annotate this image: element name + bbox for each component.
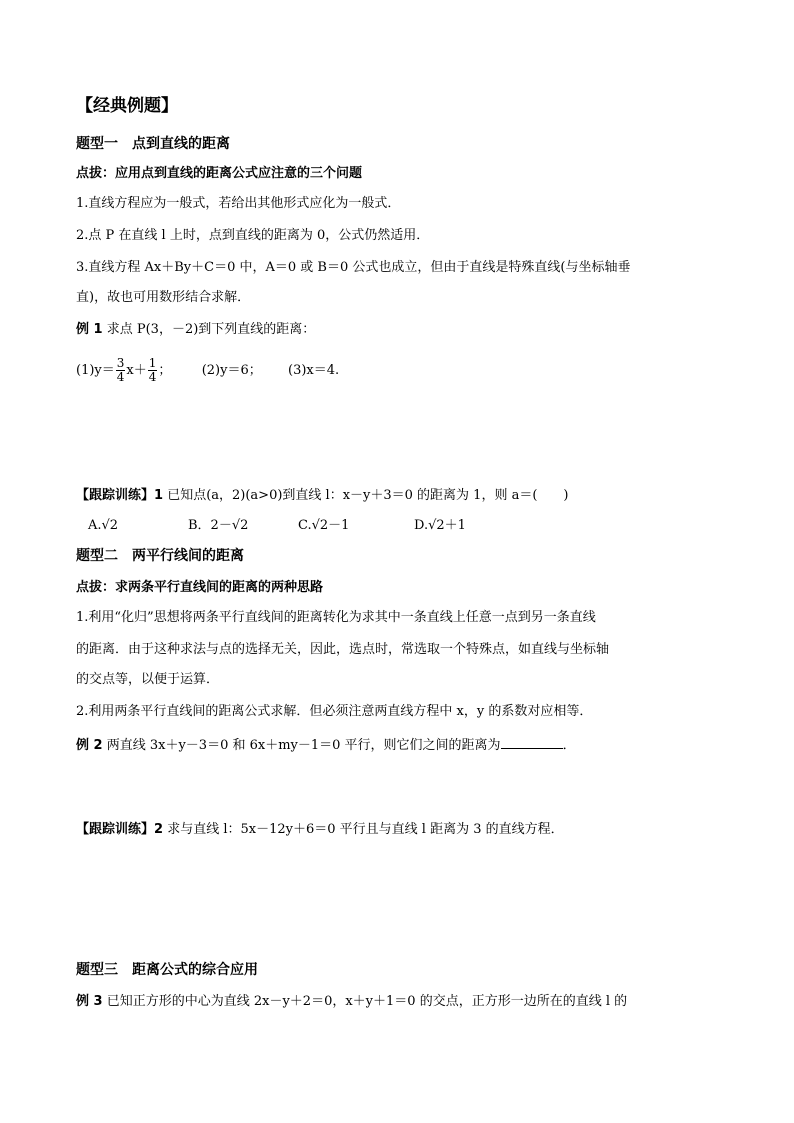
type1-title: 题型一 点到直线的距离	[76, 136, 230, 152]
example-3-label: 例 3	[76, 994, 103, 1009]
eq1-fraction-2-num: 1	[148, 356, 157, 370]
option-c: C.√2－1	[298, 518, 350, 533]
section-title: 【经典例题】	[76, 96, 178, 116]
option-d: D.√2＋1	[414, 518, 466, 533]
example-3	[76, 992, 627, 1012]
track-1-text: 已知点(a，2)(a>0)到直线 l：x－y＋3＝0 的距离为 1，则 a＝( )	[167, 488, 569, 503]
option-b: B．2－√2	[188, 518, 249, 533]
track-1	[76, 486, 568, 506]
type2-point-1: 1.利用“化归”思想将两条平行直线间的距离转化为求其中一条直线上任意一点到另一条直线	[76, 610, 596, 625]
example-2	[76, 734, 576, 756]
type2-point-4: 2.利用两条平行直线间的距离公式求解．但必须注意两直线方程中 x，y 的系数对应相等．	[76, 704, 593, 719]
type2-point-3: 的交点等，以便于运算．	[76, 672, 220, 687]
eq1-prefix: (1)y＝	[76, 363, 115, 378]
eq1-fraction-2-den: 4	[148, 370, 157, 384]
eq1-fraction-1	[116, 357, 126, 384]
answer-blank[interactable]	[501, 734, 563, 749]
type1-point-3: 3.直线方程 Ax＋By＋C＝0 中，A＝0 或 B＝0 公式也成立，但由于直线是特殊直线(与坐标轴垂	[76, 260, 631, 275]
type1-point-2: 2.点 P 在直线 l 上时，点到直线的距离为 0，公式仍然适用．	[76, 228, 430, 243]
example-2-label: 例 2	[76, 738, 103, 753]
type2-tip: 点拔：求两条平行直线间的距离的两种思路	[76, 580, 324, 595]
track-1-label: 【跟踪训练】1	[76, 488, 164, 503]
track-2-text: 求与直线 l：5x－12y＋6＝0 平行且与直线 l 距离为 3 的直线方程．	[167, 822, 564, 837]
example-1-label: 例 1	[76, 322, 103, 337]
example-1	[76, 320, 315, 340]
example-1-equations	[76, 356, 339, 386]
type1-point-4: 直)，故也可用数形结合求解．	[76, 290, 251, 305]
track-2-label: 【跟踪训练】2	[76, 822, 164, 837]
type1-tip: 点拔：应用点到直线的距离公式应注意的三个问题	[76, 166, 363, 181]
eq1-fraction-1-den: 4	[116, 370, 125, 384]
example-2-end: ．	[562, 738, 576, 753]
eq1-fraction-1-num: 3	[116, 356, 125, 370]
eq1-fraction-2	[148, 357, 158, 384]
example-1-text: 求点 P(3，－2)到下列直线的距离：	[106, 322, 316, 337]
eq1-suffix: ；	[158, 363, 172, 378]
example-2-text: 两直线 3x＋y－3＝0 和 6x＋my－1＝0 平行，则它们之间的距离为	[106, 738, 501, 753]
type2-point-2: 的距离．由于这种求法与点的选择无关，因此，选点时，常选取一个特殊点，如直线与坐标轴	[76, 642, 610, 657]
eq1-mid: x＋	[126, 363, 147, 378]
type2-title: 题型二 两平行线间的距离	[76, 548, 244, 564]
type1-point-1: 1.直线方程应为一般式，若给出其他形式应化为一般式．	[76, 196, 401, 211]
eq3: (3)x＝4.	[288, 363, 340, 378]
track-1-options	[88, 516, 608, 536]
track-2	[76, 820, 564, 840]
option-a: A.√2	[88, 518, 119, 533]
eq2: (2)y＝6；	[201, 363, 262, 378]
example-3-text: 已知正方形的中心为直线 2x－y＋2＝0，x＋y＋1＝0 的交点，正方形一边所在的直线 l 的	[106, 994, 628, 1009]
type3-title: 题型三 距离公式的综合应用	[76, 962, 258, 978]
